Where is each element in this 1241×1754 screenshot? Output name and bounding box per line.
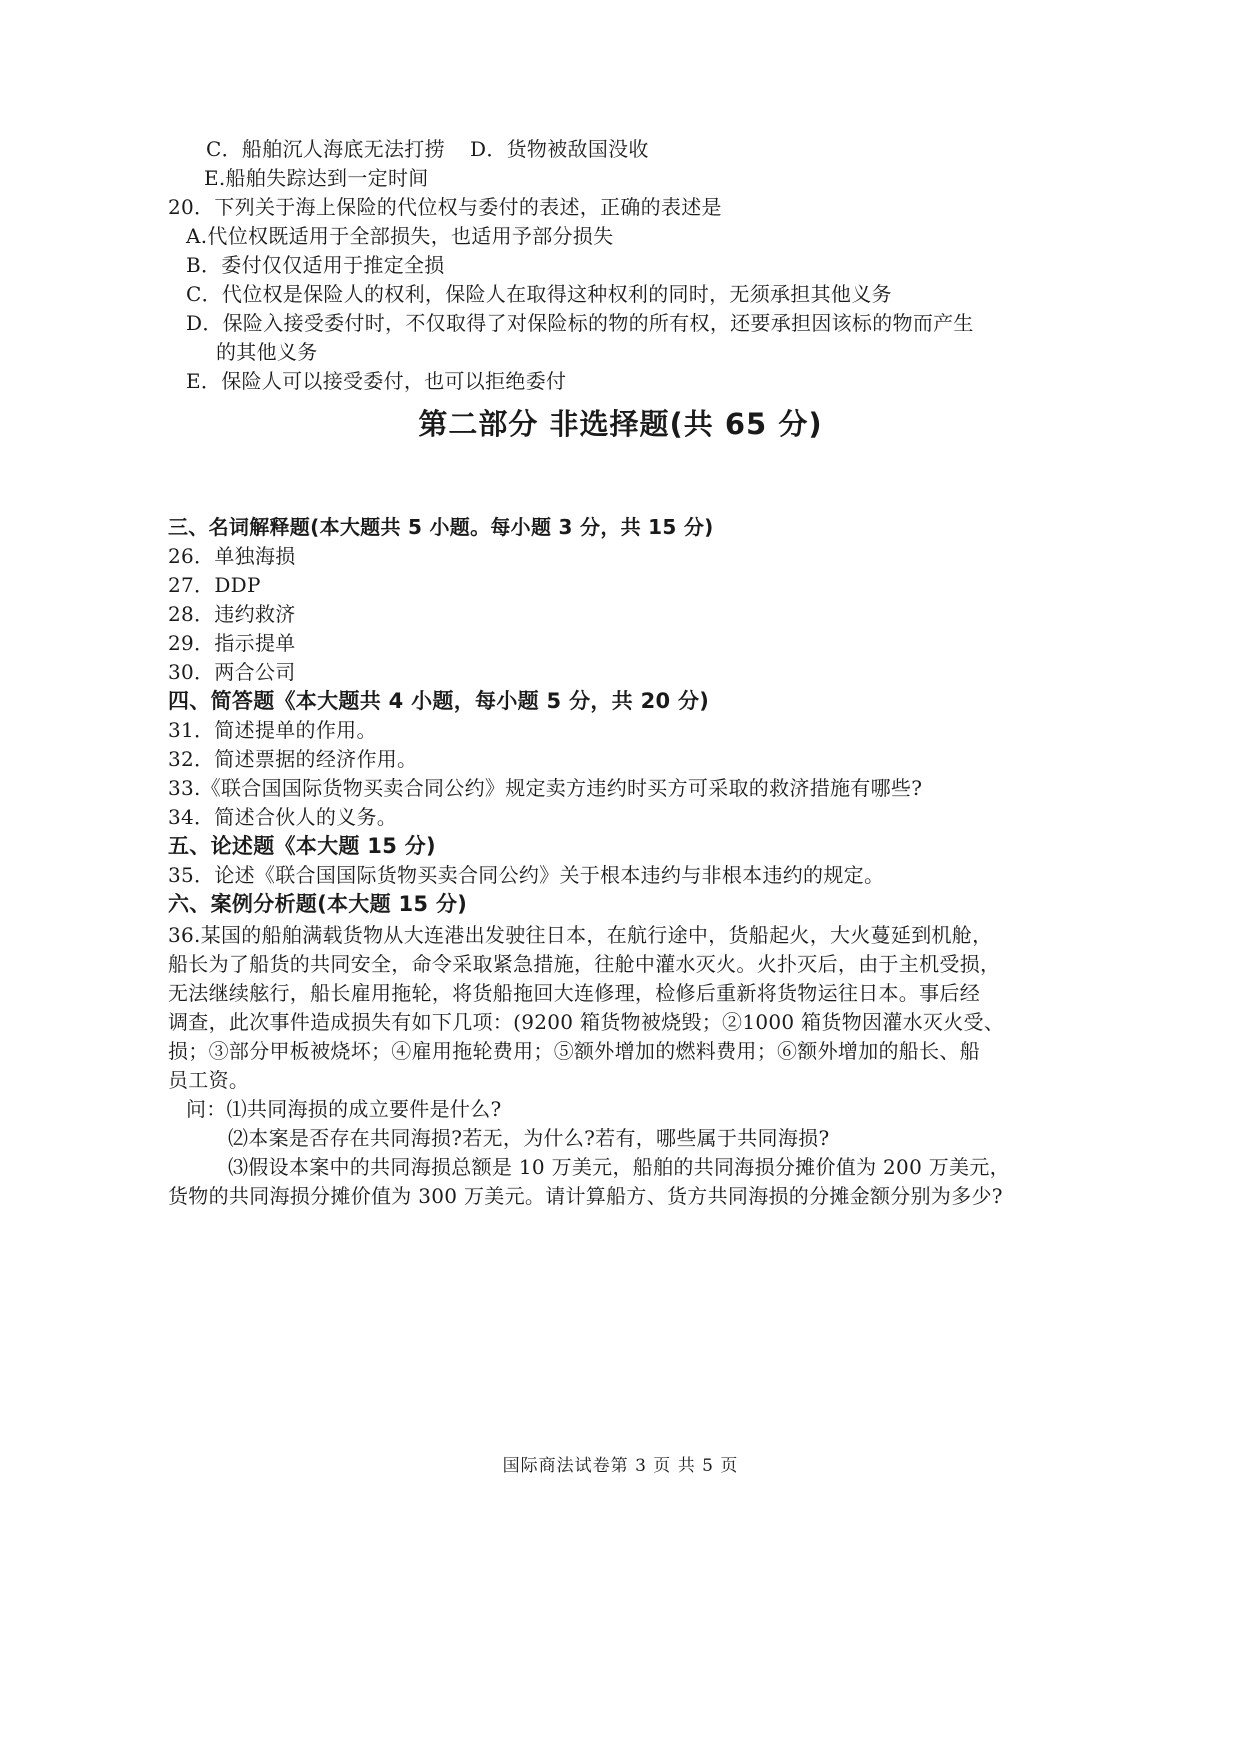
q19-option-e: E.船舶失踪达到一定时间	[204, 166, 429, 190]
list-item: 27．DDP	[168, 573, 261, 597]
section4-heading: 四、简答题《本大题共 4 小题，每小题 5 分，共 20 分)	[168, 689, 710, 713]
case-text-line: 无法继续舷行，船长雇用拖轮，将货船拖回大连修理，检修后重新将货物运往日本。事后经	[168, 981, 980, 1005]
q19-option-d: D．货物被敌国没收	[470, 137, 649, 161]
page-footer: 国际商法试卷第 3 页 共 5 页	[502, 1456, 739, 1476]
list-item: 29．指示提单	[168, 631, 296, 655]
list-item: 33.《联合国国际货物买卖合同公约》规定卖方违约时买方可采取的救济措施有哪些?	[168, 776, 923, 800]
q20-option-a: A.代位权既适用于全部损失，也适用予部分损失	[186, 224, 614, 248]
list-item: 30．两合公司	[168, 660, 296, 684]
list-item: 35．论述《联合国国际货物买卖合同公约》关于根本违约与非根本违约的规定。	[168, 863, 885, 887]
case-question-3: ⑶假设本案中的共同海损总额是 10 万美元，船舶的共同海损分摊价值为 200 万美元，	[228, 1155, 1010, 1179]
case-question-3-continued: 货物的共同海损分摊价值为 300 万美元。请计算船方、货方共同海损的分摊金额分别为多少?	[168, 1184, 1003, 1208]
list-item: 26．单独海损	[168, 544, 296, 568]
q20-option-d-continued: 的其他义务	[216, 340, 318, 364]
q20-option-d: D．保险入接受委付时，不仅取得了对保险标的物的所有权，还要承担因该标的物而产生	[186, 311, 974, 335]
section5-heading: 五、论述题《本大题 15 分)	[168, 834, 436, 858]
list-item: 32．简述票据的经济作用。	[168, 747, 418, 771]
section3-heading: 三、名词解释题(本大题共 5 小题。每小题 3 分，共 15 分)	[168, 515, 714, 539]
list-item: 34．简述合伙人的义务。	[168, 805, 398, 829]
part2-title: 第二部分 非选择题(共 65 分)	[418, 407, 823, 441]
q20-option-b: B．委付仅仅适用于推定全损	[186, 253, 445, 277]
q20-option-c: C．代位权是保险人的权利，保险人在取得这种权利的同时，无须承担其他义务	[186, 282, 892, 306]
case-text-line: 36.某国的船舶满载货物从大连港出发驶往日本，在航行途中，货船起火，大火蔓延到机舱，	[168, 923, 993, 947]
case-text-line: 员工资。	[168, 1068, 250, 1092]
case-question-1: 问：⑴共同海损的成立要件是什么?	[186, 1097, 502, 1121]
case-text-line: 损；③部分甲板被烧坏；④雇用拖轮费用；⑤额外增加的燃料费用；⑥额外增加的船长、船	[168, 1039, 980, 1063]
q19-option-c: C．船舶沉人海底无法打捞	[206, 137, 445, 161]
section6-heading: 六、案例分析题(本大题 15 分)	[168, 892, 468, 916]
case-question-2: ⑵本案是否存在共同海损?若无，为什么?若有，哪些属于共同海损?	[228, 1126, 830, 1150]
case-text-line: 船长为了船货的共同安全，命令采取紧急措施，往舱中灌水灭火。火扑灭后，由于主机受损，	[168, 952, 1001, 976]
list-item: 31．简述提单的作用。	[168, 718, 377, 742]
q20-stem: 20．下列关于海上保险的代位权与委付的表述，正确的表述是	[168, 195, 722, 219]
q20-option-e: E．保险人可以接受委付，也可以拒绝委付	[186, 369, 567, 393]
list-item: 28．违约救济	[168, 602, 296, 626]
case-text-line: 调查，此次事件造成损失有如下几项：(9200 箱货物被烧毁；②1000 箱货物因灌水灭火受、	[168, 1010, 1005, 1034]
